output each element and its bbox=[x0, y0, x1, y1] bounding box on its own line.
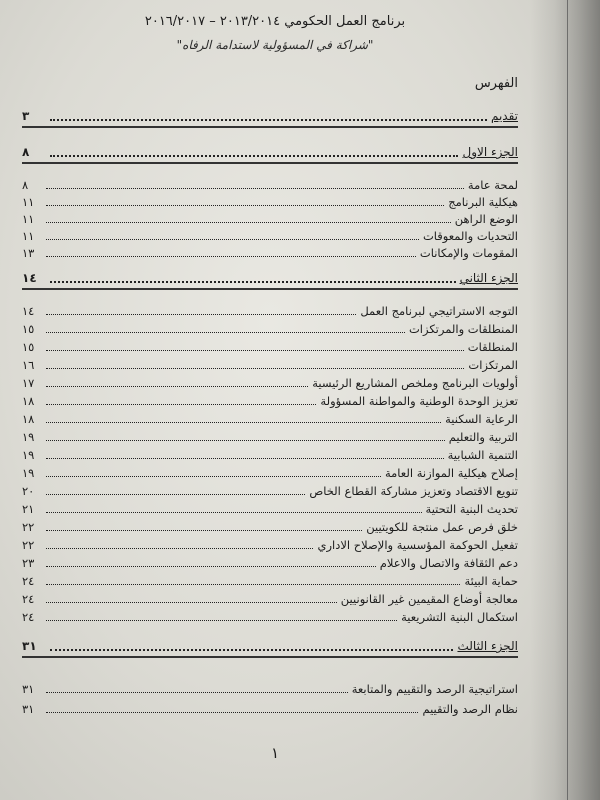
toc-entry-page: ١٤ bbox=[22, 304, 35, 318]
toc-entry bbox=[22, 430, 518, 444]
toc-entry-page: ٣١ bbox=[22, 682, 35, 696]
toc-section-title: الجزء الاول bbox=[462, 145, 518, 159]
document-header-slogan: "شراكة في المسؤولية لاستدامة الرفاه" bbox=[176, 38, 374, 52]
toc-entry bbox=[22, 340, 518, 354]
document-header-title: برنامج العمل الحكومي ٢٠١٣/٢٠١٤ – ٢٠١٦/٢٠١٧ bbox=[144, 14, 406, 29]
toc-entry bbox=[22, 592, 518, 606]
toc-section-title: الجزء الثاني bbox=[459, 271, 518, 285]
toc-section-title: الجزء الثالث bbox=[457, 639, 518, 653]
toc-entry bbox=[22, 610, 518, 624]
toc-entry-title: الوضع الراهن bbox=[454, 212, 518, 226]
toc-entry-title: التوجه الاستراتيجي لبرنامج العمل bbox=[360, 304, 518, 318]
dot-leader bbox=[46, 256, 416, 257]
toc-entry-page: ١٣ bbox=[22, 246, 35, 260]
dot-leader bbox=[46, 512, 422, 513]
toc-entry bbox=[22, 556, 518, 570]
toc-entry-title: المقومات والإمكانات bbox=[419, 246, 518, 260]
toc-entry-page: ١٨ bbox=[22, 394, 35, 408]
dot-leader bbox=[46, 602, 337, 603]
toc-entry-page: ١٦ bbox=[22, 358, 35, 372]
toc-entry-page: ٢٢ bbox=[22, 520, 35, 534]
toc-entry-title: تفعيل الحوكمة المؤسسية والإصلاح الاداري bbox=[317, 538, 518, 552]
toc-entry-page: ٢٠ bbox=[22, 484, 35, 498]
toc-entry-page: ١٩ bbox=[22, 448, 35, 462]
toc-entry-title: المنطلقات bbox=[467, 340, 518, 354]
toc-entry bbox=[22, 466, 518, 480]
dot-leader bbox=[46, 350, 464, 351]
toc-entry bbox=[22, 376, 518, 390]
toc-entry-page: ١٧ bbox=[22, 376, 35, 390]
dot-leader bbox=[46, 458, 444, 459]
toc-entry-page: ١٩ bbox=[22, 466, 35, 480]
dot-leader bbox=[46, 530, 362, 531]
dot-leader bbox=[46, 386, 308, 387]
dot-leader bbox=[46, 422, 441, 423]
toc-section-part2 bbox=[22, 266, 518, 290]
dot-leader bbox=[46, 440, 445, 441]
toc-entry-title: حماية البيئة bbox=[464, 574, 518, 588]
toc-entry bbox=[22, 358, 518, 372]
dot-leader bbox=[46, 332, 405, 333]
dot-leader bbox=[46, 222, 451, 223]
toc-entry-page: ٣١ bbox=[22, 702, 35, 716]
toc-entry-title: التربية والتعليم bbox=[448, 430, 518, 444]
toc-entry-title: خلق فرص عمل منتجة للكويتيين bbox=[366, 520, 518, 534]
toc-entry bbox=[22, 702, 518, 716]
toc-entry-title: دعم الثقافة والاتصال والاعلام bbox=[379, 556, 518, 570]
toc-entry-page: ١١ bbox=[22, 212, 35, 226]
toc-entry-page: ٢٢ bbox=[22, 538, 35, 552]
toc-entry-page: ١٨ bbox=[22, 412, 35, 426]
toc-entry-intro bbox=[22, 104, 518, 128]
toc-entry-title: الرعاية السكنية bbox=[445, 412, 518, 426]
toc-entry-title: تعزيز الوحدة الوطنية والمواطنة المسؤولة bbox=[320, 394, 518, 408]
toc-entry bbox=[22, 574, 518, 588]
toc-entry bbox=[22, 538, 518, 552]
page-number: ١ bbox=[270, 744, 280, 762]
dot-leader bbox=[46, 314, 356, 315]
toc-heading: الفهرس bbox=[474, 76, 518, 91]
toc-entry bbox=[22, 229, 518, 243]
toc-entry bbox=[22, 178, 518, 192]
binder-shadow bbox=[530, 0, 600, 800]
toc-entry-title: أولويات البرنامج وملخص المشاريع الرئيسية bbox=[312, 376, 518, 390]
toc-entry-page: ٢٤ bbox=[22, 610, 35, 624]
toc-entry-title: هيكلية البرنامج bbox=[448, 195, 518, 209]
toc-entry-page: ١١ bbox=[22, 195, 35, 209]
toc-entry-title: لمحة عامة bbox=[467, 178, 518, 192]
toc-section-page: ١٤ bbox=[22, 271, 37, 285]
toc-entry bbox=[22, 484, 518, 498]
toc-entry-page: ٣ bbox=[22, 109, 30, 123]
page-edge-line bbox=[567, 0, 568, 800]
toc-entry-page: ٨ bbox=[22, 178, 29, 192]
toc-entry-page: ٢٤ bbox=[22, 592, 35, 606]
dot-leader bbox=[46, 239, 419, 240]
toc-entry bbox=[22, 448, 518, 462]
toc-entry-title: تنويع الاقتصاد وتعزيز مشاركة القطاع الخاص bbox=[309, 484, 518, 498]
toc-entry-title: التحديات والمعوقات bbox=[422, 229, 518, 243]
dot-leader bbox=[46, 712, 418, 713]
toc-entry-title: تحديث البنية التحتية bbox=[425, 502, 518, 516]
toc-entry bbox=[22, 304, 518, 318]
toc-entry bbox=[22, 322, 518, 336]
toc-entry-page: ٢٤ bbox=[22, 574, 35, 588]
toc-entry-page: ١١ bbox=[22, 229, 35, 243]
toc-entry-title: تقديم bbox=[490, 109, 518, 123]
toc-entry bbox=[22, 412, 518, 426]
dot-leader bbox=[50, 281, 456, 283]
toc-entry-title: المرتكزات bbox=[468, 358, 518, 372]
dot-leader bbox=[46, 368, 464, 369]
toc-entry-title: استراتيجية الرصد والتقييم والمتابعة bbox=[351, 682, 518, 696]
toc-section-part1 bbox=[22, 140, 518, 164]
dot-leader bbox=[46, 620, 397, 621]
toc-page bbox=[14, 0, 536, 800]
dot-leader bbox=[50, 119, 487, 121]
toc-entry bbox=[22, 394, 518, 408]
toc-entry bbox=[22, 195, 518, 209]
toc-entry-title: معالجة أوضاع المقيمين غير القانونيين bbox=[340, 592, 518, 606]
toc-entry-page: ٢١ bbox=[22, 502, 35, 516]
toc-entry-title: التنمية الشبابية bbox=[447, 448, 518, 462]
toc-entry-title: المنطلقات والمرتكزات bbox=[408, 322, 518, 336]
dot-leader bbox=[46, 566, 376, 567]
dot-leader bbox=[46, 476, 381, 477]
toc-entry-title: نظام الرصد والتقييم bbox=[422, 702, 518, 716]
toc-section-page: ٣١ bbox=[22, 639, 37, 653]
dot-leader bbox=[46, 548, 313, 549]
dot-leader bbox=[46, 188, 464, 189]
toc-entry-page: ٢٣ bbox=[22, 556, 35, 570]
dot-leader bbox=[46, 692, 348, 693]
toc-section-part3 bbox=[22, 634, 518, 658]
toc-entry bbox=[22, 520, 518, 534]
dot-leader bbox=[46, 404, 316, 405]
toc-entry-page: ١٥ bbox=[22, 340, 35, 354]
toc-entry bbox=[22, 246, 518, 260]
toc-section-page: ٨ bbox=[22, 145, 30, 159]
toc-entry bbox=[22, 682, 518, 696]
dot-leader bbox=[50, 649, 453, 651]
toc-entry-title: إصلاح هيكلية الموازنة العامة bbox=[384, 466, 518, 480]
dot-leader bbox=[46, 205, 444, 206]
dot-leader bbox=[46, 584, 460, 585]
toc-entry bbox=[22, 502, 518, 516]
dot-leader bbox=[46, 494, 305, 495]
toc-entry-page: ١٩ bbox=[22, 430, 35, 444]
dot-leader bbox=[50, 155, 458, 157]
toc-entry-page: ١٥ bbox=[22, 322, 35, 336]
toc-entry-title: استكمال البنية التشريعية bbox=[401, 610, 518, 624]
toc-entry bbox=[22, 212, 518, 226]
